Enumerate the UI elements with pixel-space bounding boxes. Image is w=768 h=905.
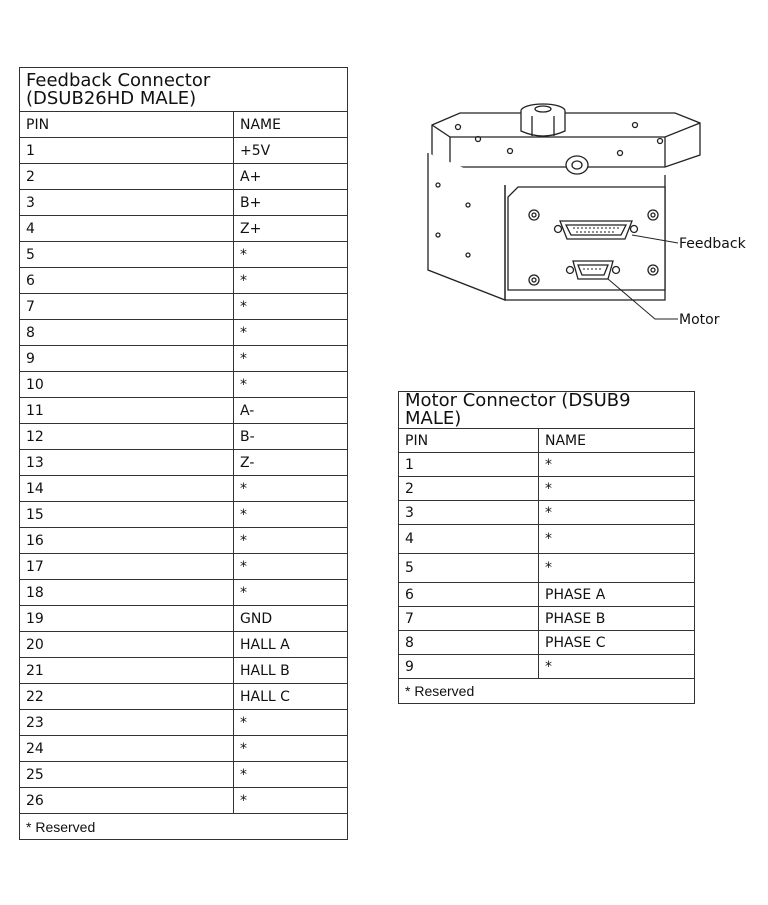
pin-name: * [539,501,695,525]
table-note-row [399,679,695,704]
pin-number: 2 [399,477,539,501]
pin-name: * [539,525,695,554]
table-row [399,583,695,607]
pin-number: 18 [20,580,234,606]
feedback-title-line2: (DSUB26HD MALE) [26,88,197,109]
pin-name: * [234,268,348,294]
table-row [399,607,695,631]
pin-number: 3 [20,190,234,216]
table-note-row [20,814,348,840]
pin-name: B+ [234,190,348,216]
side-fitting [566,156,588,174]
pin-number: 26 [20,788,234,814]
table-row [20,762,348,788]
pin-number: 20 [20,632,234,658]
name-header: NAME [539,429,695,453]
pin-number: 9 [20,346,234,372]
pin-number: 12 [20,424,234,450]
pin-name: PHASE B [539,607,695,631]
pin-number: 22 [20,684,234,710]
pin-number: 1 [20,138,234,164]
pin-number: 23 [20,710,234,736]
pin-number: 2 [20,164,234,190]
table-row [399,631,695,655]
pin-name: HALL B [234,658,348,684]
pin-name: Z- [234,450,348,476]
pin-number: 25 [20,762,234,788]
pin-number: 16 [20,528,234,554]
table-row [20,424,348,450]
table-header-row [399,429,695,453]
pin-name: * [234,372,348,398]
pin-name: * [539,655,695,679]
feedback-callout-label: Feedback [679,236,746,252]
unit-top-plate [432,113,700,167]
pin-number: 11 [20,398,234,424]
knob-body [521,111,565,136]
table-row [20,554,348,580]
table-row [20,398,348,424]
unit-body-left [428,153,505,300]
pin-number: 10 [20,372,234,398]
table-row [20,164,348,190]
pin-name: * [539,554,695,583]
pin-name: * [539,453,695,477]
motor-callout-label: Motor [679,312,720,328]
feedback-table-title [20,68,348,112]
table-row [399,453,695,477]
motor-connector-shell [573,261,613,279]
pin-name: * [234,736,348,762]
pin-name: * [234,788,348,814]
motor-table-title: Motor Connector (DSUB9 MALE) [399,392,695,429]
table-row [20,710,348,736]
pin-name: * [234,294,348,320]
table-row [20,450,348,476]
pin-number: 1 [399,453,539,477]
pin-name: * [234,476,348,502]
pin-name: * [234,320,348,346]
pin-number: 4 [399,525,539,554]
pin-header: PIN [20,112,234,138]
pin-name: GND [234,606,348,632]
pin-name: * [234,554,348,580]
drive-unit-drawing [410,95,760,335]
pin-number: 19 [20,606,234,632]
pin-name: A+ [234,164,348,190]
table-row [20,788,348,814]
pin-number: 15 [20,502,234,528]
pin-name: B- [234,424,348,450]
table-row [399,525,695,554]
pin-number: 6 [20,268,234,294]
pin-name: * [234,346,348,372]
feedback-connector-table [19,67,348,840]
table-row [20,632,348,658]
pin-name: * [234,528,348,554]
feedback-title-line1: Feedback Connector [26,70,211,91]
pin-name: * [234,242,348,268]
table-row [20,268,348,294]
motor-connector-table [398,391,695,704]
pin-name: * [234,710,348,736]
pin-name: * [539,477,695,501]
pin-name: * [234,580,348,606]
pin-name: * [234,762,348,788]
reserved-note: * Reserved [399,679,695,704]
feedback-rows [20,138,348,814]
pin-number: 8 [20,320,234,346]
table-row [399,501,695,525]
table-row [20,476,348,502]
pin-number: 17 [20,554,234,580]
pin-number: 8 [399,631,539,655]
pin-name: +5V [234,138,348,164]
table-row [20,138,348,164]
pin-name: A- [234,398,348,424]
table-title-row [399,392,695,429]
pin-number: 7 [20,294,234,320]
pin-name: PHASE C [539,631,695,655]
table-row [20,190,348,216]
reserved-note: * Reserved [20,814,348,840]
pin-number: 9 [399,655,539,679]
table-row [20,528,348,554]
table-row [20,684,348,710]
table-row [20,372,348,398]
table-row [20,606,348,632]
pin-name: HALL C [234,684,348,710]
table-row [20,320,348,346]
pin-number: 5 [399,554,539,583]
motor-rows [399,453,695,679]
table-row [20,294,348,320]
table-row [20,580,348,606]
pin-number: 24 [20,736,234,762]
pin-number: 13 [20,450,234,476]
pin-name: * [234,502,348,528]
table-row [399,655,695,679]
table-row [20,736,348,762]
pin-number: 3 [399,501,539,525]
table-row [20,346,348,372]
pin-name: HALL A [234,632,348,658]
pin-name: Z+ [234,216,348,242]
table-header-row [20,112,348,138]
pin-number: 5 [20,242,234,268]
table-row [20,216,348,242]
table-row [20,658,348,684]
pin-number: 4 [20,216,234,242]
feedback-connector-shell [560,221,632,239]
pin-name: PHASE A [539,583,695,607]
table-row [20,242,348,268]
pin-header: PIN [399,429,539,453]
table-row [399,554,695,583]
pin-number: 21 [20,658,234,684]
pin-number: 7 [399,607,539,631]
pin-number: 14 [20,476,234,502]
name-header: NAME [234,112,348,138]
table-row [399,477,695,501]
table-title-row [20,68,348,112]
table-row [20,502,348,528]
pin-number: 6 [399,583,539,607]
